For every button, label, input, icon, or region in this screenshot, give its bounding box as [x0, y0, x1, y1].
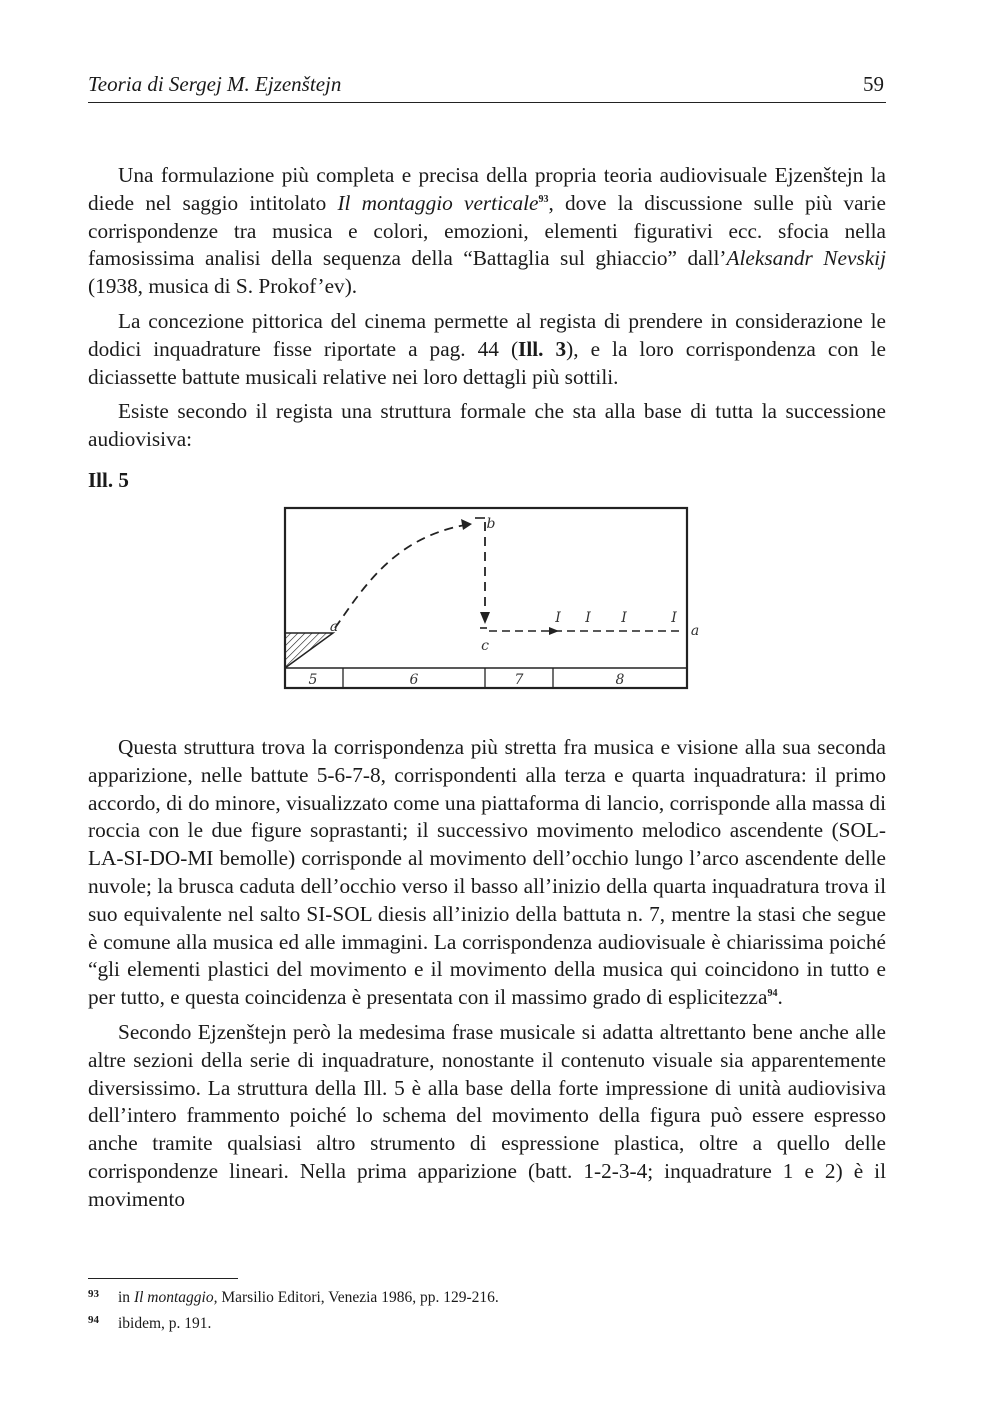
- para1-title-montaggio: Il montaggio verticale: [337, 190, 539, 215]
- figure-mark-1: I: [555, 610, 561, 626]
- footnote-ref-93[interactable]: 93: [538, 193, 549, 205]
- text-block-bottom: [88, 734, 886, 1214]
- para1-text-2: , dove la discussione sulle più varie corrispondenze tra musica e colori, emozioni, elementi figurativi ecc. sfocia nella famosissima analisi della sequenza della “Battaglia sul ghiaccio” dall’: [88, 190, 887, 271]
- footnote-93: [88, 1288, 888, 1314]
- figure-label-c: c: [481, 638, 489, 654]
- para1-text-1: Una formulazione più completa e precisa della propria teoria audiovisuale Ejzenštejn la diede nel saggio intitolato: [88, 163, 886, 215]
- figure-measure-7: 7: [514, 672, 524, 688]
- page-number: 59: [863, 72, 884, 96]
- footnote-93-post: Marsilio Editori, Venezia 1986, pp. 129-216.: [217, 1289, 499, 1306]
- figure-mark-4: I: [671, 610, 677, 626]
- text-block-top: [88, 162, 886, 454]
- figure-measure-8: 8: [615, 672, 625, 688]
- running-title: Teoria di Sergej M. Ejzenštejn: [88, 72, 342, 96]
- figure-measure-6: 6: [409, 672, 419, 688]
- footnote-number: 94: [88, 1314, 99, 1326]
- para2-ill-ref: Ill. 3: [518, 336, 567, 361]
- paragraph-3: [88, 398, 886, 454]
- paragraph-5: [88, 1019, 886, 1214]
- figure-measure-5: 5: [308, 672, 318, 688]
- arc-arrowhead: [461, 519, 472, 530]
- footnote-93-pre: in: [118, 1289, 134, 1306]
- footnote-93-title: Il montaggio,: [133, 1289, 218, 1306]
- para4-text-2: .: [777, 985, 783, 1010]
- para2-text-1: La concezione pittorica del cinema permette al regista di prendere in considerazione le dodici inquadrature fisse riportate a pag. 44 (: [88, 308, 886, 361]
- footnote-94-text: ibidem, p. 191.: [118, 1315, 212, 1332]
- para1-title-nevskij: Aleksandr Nevskij: [726, 246, 886, 271]
- horizontal-arrowhead: [549, 627, 559, 635]
- ascending-arc: [335, 525, 465, 628]
- figure-label-b: b: [486, 516, 496, 532]
- footnote-ref-94[interactable]: 94: [767, 988, 778, 1000]
- paragraph-4: [88, 734, 886, 1012]
- footnote-text: [118, 1314, 211, 1334]
- figure-ill-5: [275, 500, 700, 700]
- footnote-text: [118, 1288, 499, 1308]
- footnotes: [88, 1288, 888, 1340]
- footnote-number: 93: [88, 1288, 99, 1300]
- footnote-separator: [88, 1278, 238, 1279]
- figure-label-a-start: a: [329, 619, 339, 635]
- figure-label-a-end: a: [690, 623, 700, 639]
- footnote-94: [88, 1314, 888, 1340]
- para1-text-3: (1938, musica di S. Prokof’ev).: [88, 274, 358, 299]
- figure-label: Ill. 5: [88, 468, 129, 492]
- para4-text-1: Questa struttura trova la corrispondenza più stretta fra musica e visione alla sua seconda apparizione, nelle battute 5-6-7-8, corrispondenti alla terza e quarta inquadratura: il primo accordo, di do minore, visualizzato come una piattaforma di lancio, corrisponde alla massa di roccia con le due figure soprastanti; il successivo movimento melodico ascendente (SOL-LA-SI-DO-MI bemolle) corrisponde al movimento dell’occhio lungo l’arco ascendente delle nuvole; la brusca caduta dell’occhio verso il basso all’inizio della quarta inquadratura trova il suo equivalente nel salto SI-SOL diesis all’inizio della battuta n. 7, mentre la stasi che segue è comune alla musica ed alle immagini. La corrispondenza audiovisuale è chiarissima poiché “gli elementi plastici del movimento e il movimento della musica qui coincidono in tutto e per tutto, e questa coincidenza è presentata con il massimo grado di esplicitezza: [88, 735, 886, 1010]
- movement-diagram: [275, 500, 700, 700]
- paragraph-2: [88, 308, 886, 391]
- figure-frame: [285, 508, 687, 688]
- paragraph-1: [88, 162, 886, 301]
- para3-text: Esiste secondo il regista una struttura formale che sta alla base di tutta la successione audiovisiva:: [88, 399, 886, 452]
- para2-text-2: ), e la loro corrispondenza con le diciassette battute musicali relative nei loro dettagli più sottili.: [88, 336, 886, 389]
- figure-mark-3: I: [621, 610, 627, 626]
- descent-arrowhead: [480, 612, 490, 624]
- para5-text: Secondo Ejzenštejn però la medesima frase musicale si adatta altrettanto bene anche alle altre sezioni della serie di inquadrature, nonostante il contenuto visuale sia apparentemente diversissimo. La struttura della Ill. 5 è alla base della forte impressione di unità audiovisiva dell’intero frammento poiché lo schema del movimento della figura può essere espresso anche tramite qualsiasi altro strumento di espressione plastica, oltre a quello delle corrispondenze lineari. Nella prima apparizione (batt. 1-2-3-4; inquadrature 1 e 2) è il movimento: [88, 1019, 886, 1211]
- running-header: [88, 72, 886, 103]
- hatched-platform: [285, 633, 333, 668]
- figure-mark-2: I: [585, 610, 591, 626]
